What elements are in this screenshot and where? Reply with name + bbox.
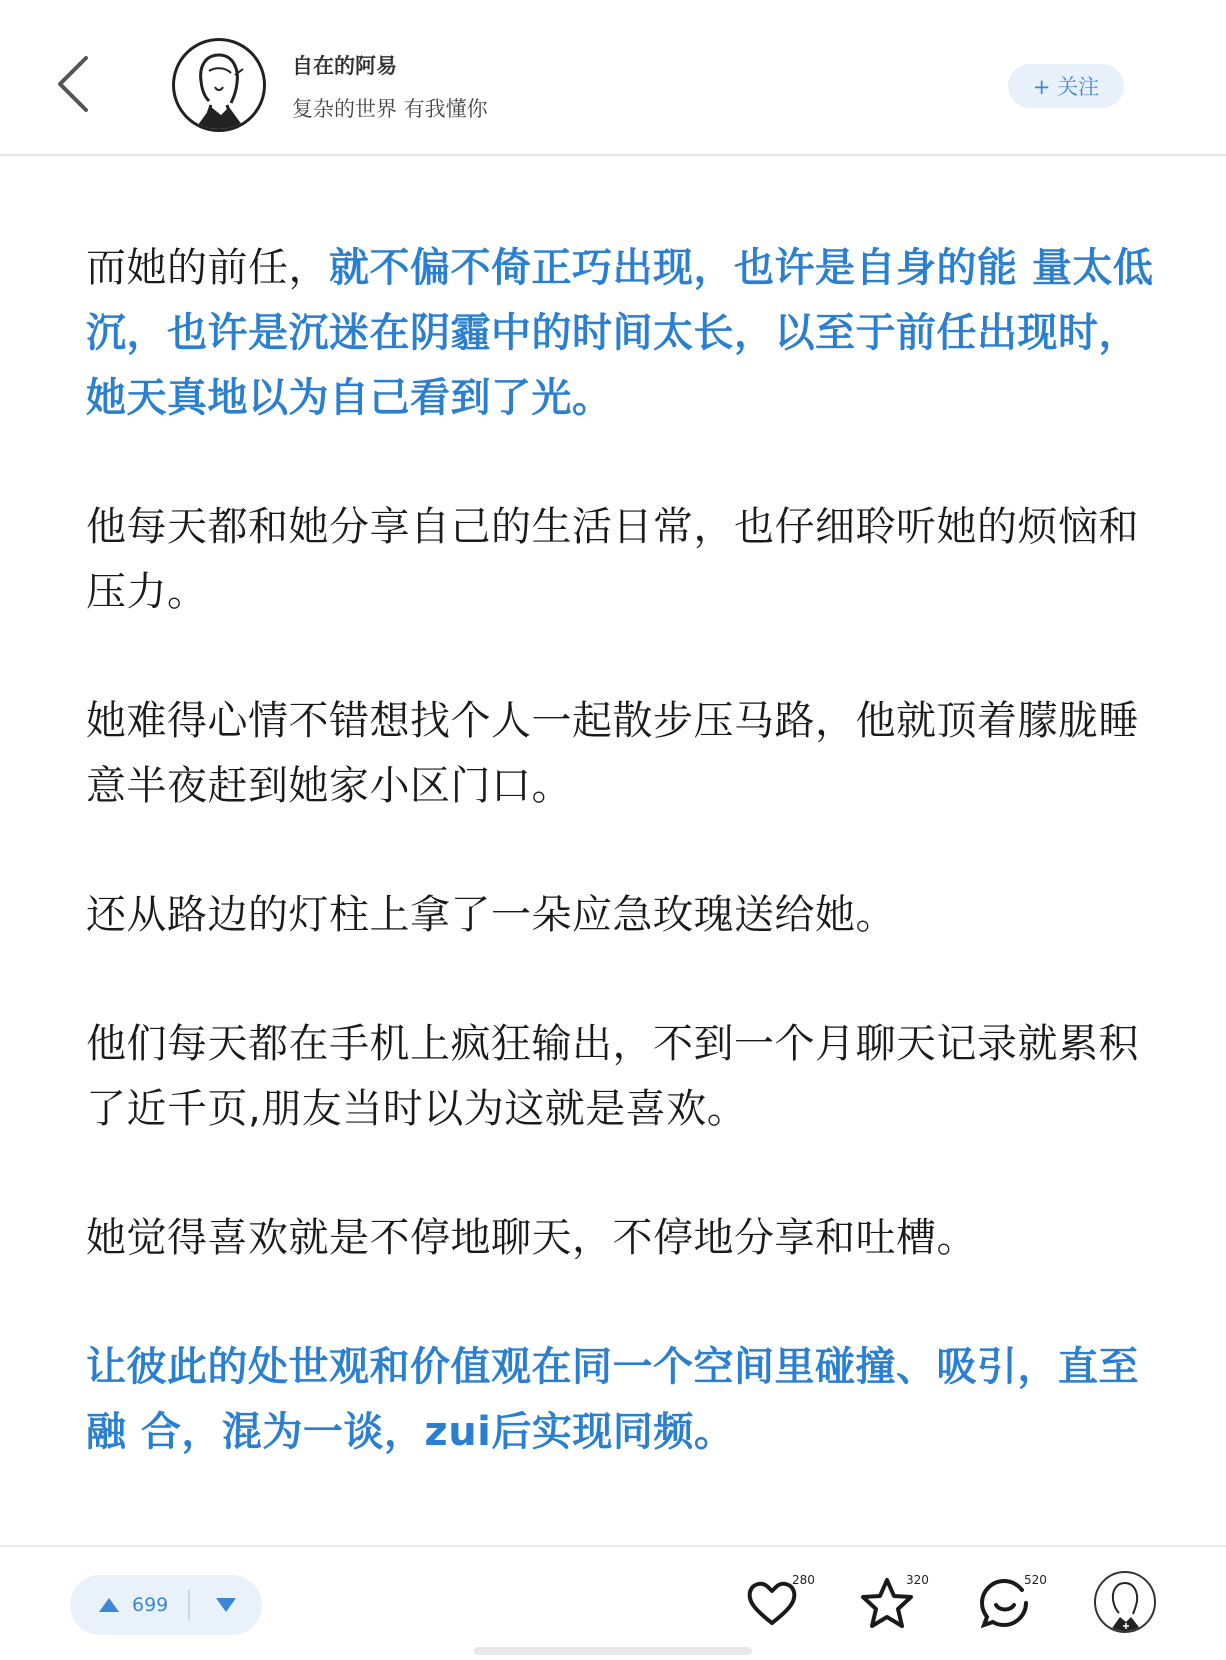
author-avatar-small[interactable] bbox=[1094, 1571, 1156, 1633]
paragraph-5: 他们每天都在手机上疯狂输出，不到一个月聊天记录就累积了近千页,朋友当时以为这就是喜欢。 bbox=[86, 1021, 1139, 1132]
action-bar bbox=[0, 1545, 1226, 1660]
paragraph-6: 她觉得喜欢就是不停地聊天，不停地分享和吐槽。 bbox=[86, 1215, 977, 1261]
like-count: 280 bbox=[792, 1573, 815, 1587]
like-button[interactable] bbox=[744, 1573, 815, 1639]
paragraph-2: 他每天都和她分享自己的生活日常，也仔细聆听她的烦恼和压力。 bbox=[86, 504, 1139, 615]
woman-portrait-icon bbox=[175, 41, 263, 129]
post-content bbox=[86, 236, 1166, 1529]
upvote-count: 699 bbox=[132, 1594, 169, 1616]
woman-portrait-icon bbox=[1096, 1573, 1154, 1631]
post-header bbox=[0, 0, 1226, 156]
upvote-button[interactable] bbox=[70, 1575, 188, 1635]
author-name[interactable]: 自在的阿易 bbox=[292, 54, 397, 78]
paragraph-3: 她难得心情不错想找个人一起散步压马路，他就顶着朦胧睡意半夜赶到她家小区门口。 bbox=[86, 698, 1139, 809]
paragraph-7-highlight: 让彼此的处世观和价值观在同一个空间里碰撞、吸引，直至融 合，混为一谈，zui后实现同频。 bbox=[86, 1344, 1139, 1455]
author-avatar[interactable] bbox=[172, 38, 266, 132]
home-indicator bbox=[474, 1647, 752, 1655]
paragraph-1 bbox=[86, 236, 1166, 431]
favorite-button[interactable] bbox=[858, 1573, 929, 1639]
favorite-count: 320 bbox=[906, 1573, 929, 1587]
triangle-down-icon bbox=[215, 1597, 237, 1613]
comment-button[interactable] bbox=[976, 1573, 1047, 1639]
back-button[interactable] bbox=[52, 52, 96, 116]
vote-control bbox=[70, 1575, 262, 1635]
downvote-button[interactable] bbox=[190, 1575, 262, 1635]
follow-button[interactable]: + 关注 bbox=[1008, 64, 1124, 108]
paragraph-4: 还从路边的灯柱上拿了一朵应急玫瑰送给她。 bbox=[86, 892, 896, 938]
author-bio: 复杂的世界 有我懂你 bbox=[292, 97, 488, 121]
paragraph-1-text: 而她的前任， bbox=[86, 245, 329, 291]
chevron-left-icon bbox=[52, 52, 96, 116]
paragraph-1-highlight: 就不偏不倚正巧出现，也许是自身的能 量太低沉，也许是沉迷在阴霾中的时间太长，以至于前任出现时，她天真地以为自己看到了光。 bbox=[86, 245, 1154, 421]
comment-count: 520 bbox=[1024, 1573, 1047, 1587]
triangle-up-icon bbox=[98, 1597, 120, 1613]
